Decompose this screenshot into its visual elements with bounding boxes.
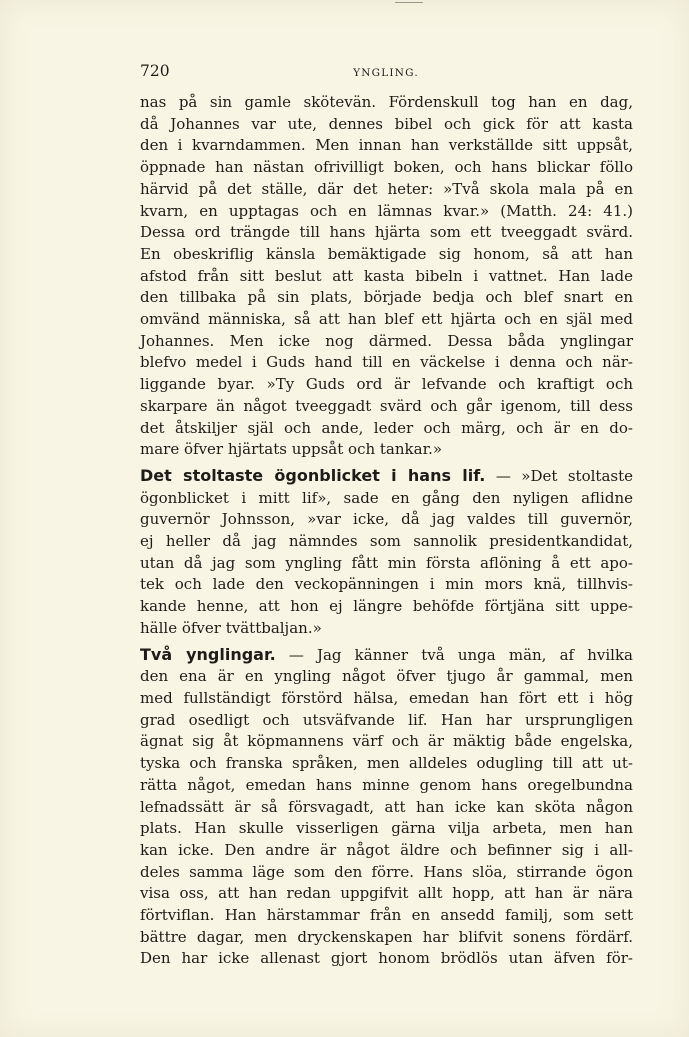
- text-line: grad osedligt och utsväfvande lif. Han har ursprungligen: [140, 710, 633, 729]
- text-line: det åtskiljer själ och ande, leder och märg, och är en do-: [140, 418, 633, 437]
- text-line: Den har icke allenast gjort honom brödlös utan äfven för-: [140, 949, 633, 968]
- text-line: med fullständigt förstörd hälsa, emedan han fört ett i hög: [140, 688, 633, 707]
- section-first-line: [140, 644, 633, 667]
- text-line: afstod från sitt beslut att kasta bibeln i vattnet. Han lade: [140, 266, 633, 285]
- text-line: lefnadssätt är så försvagadt, att han icke kan sköta någon: [140, 797, 633, 816]
- text-line: ögonblicket i mitt lif», sade en gång den nyligen aflidne: [140, 488, 633, 507]
- text-line: den ena är en yngling något öfver tjugo år gammal, men: [140, 667, 633, 686]
- text-line: då Johannes var ute, dennes bibel och gick för att kasta: [140, 114, 633, 133]
- text-line: hälle öfver tvättbaljan.»: [140, 618, 322, 637]
- text-line: liggande byar. »Ty Guds ord är lefvande och kraftigt och: [140, 375, 633, 394]
- text-line: förtviflan. Han härstammar från en ansedd familj, som sett: [140, 906, 633, 925]
- text-line: den tillbaka på sin plats, började bedja och blef snart en: [140, 288, 633, 307]
- section-first-line-text: — »Det stoltaste: [485, 466, 633, 485]
- text-line: Johannes. Men icke nog därmed. Dessa båda ynglingar: [140, 331, 633, 350]
- section-heading: Två ynglingar.: [140, 644, 276, 664]
- text-line: kvarn, en upptagas och en lämnas kvar.» (Matth. 24: 41.): [140, 201, 633, 220]
- text-line: den i kvarndammen. Men innan han verkställde sitt uppsåt,: [140, 136, 633, 155]
- text-line: guvernör Johnsson, »var icke, då jag valdes till guvernör,: [140, 510, 633, 529]
- text-line: utan då jag som yngling fått min första aflöning å ett apo-: [140, 553, 633, 572]
- page-header: [140, 62, 632, 84]
- text-line: omvänd människa, så att han blef ett hjärta och en själ med: [140, 310, 633, 329]
- text-line: tyska och franska språken, men alldeles odugling till att ut-: [140, 754, 633, 773]
- text-line: nas på sin gamle skötevän. Fördenskull tog han en dag,: [140, 93, 633, 111]
- text-line: mare öfver hjärtats uppsåt och tankar.»: [140, 440, 443, 459]
- text-line: kande henne, att hon ej längre behöfde förtjäna sitt uppe-: [140, 597, 633, 616]
- body-text: [140, 92, 633, 970]
- text-line: plats. Han skulle visserligen gärna vilja arbeta, men han: [140, 819, 633, 838]
- section-first-line-text: — Jag känner två unga män, af hvilka: [275, 645, 633, 664]
- text-line: visa oss, att han redan uppgifvit allt hopp, att han är nära: [140, 884, 633, 903]
- text-line: Dessa ord trängde till hans hjärta som ett tveeggadt svärd.: [140, 223, 633, 242]
- text-line: bättre dagar, men dryckenskapen har blifvit sonens fördärf.: [140, 927, 633, 946]
- page-number: 720: [140, 62, 170, 80]
- text-line: ej heller då jag nämndes som sannolik presidentkandidat,: [140, 532, 633, 551]
- text-line: härvid på det ställe, där det heter: »Två skola mala på en: [140, 179, 633, 198]
- text-line: rätta något, emedan hans minne genom hans oregelbundna: [140, 775, 633, 794]
- running-title: YNGLING.: [353, 67, 419, 79]
- text-line: kan icke. Den andre är något äldre och befinner sig i all-: [140, 840, 633, 859]
- text-line: öppnade han nästan ofrivilligt boken, och hans blickar föllo: [140, 158, 633, 177]
- section-heading: Det stoltaste ögonblicket i hans lif.: [140, 465, 486, 485]
- text-line: skarpare än något tveeggadt svärd och går igenom, till dess: [140, 396, 633, 415]
- page-edge-mark: [395, 2, 423, 3]
- section-first-line: [140, 465, 633, 488]
- text-line: deles samma läge som den förre. Hans slöa, stirrande ögon: [140, 862, 633, 881]
- text-line: tek och lade den veckopänningen i min mors knä, tillhvis-: [140, 575, 633, 594]
- text-line: En obeskriflig känsla bemäktigade sig honom, så att han: [140, 244, 633, 263]
- text-line: blefvo medel i Guds hand till en väckelse i denna och när-: [140, 353, 633, 372]
- text-line: ägnat sig åt köpmannens värf och är mäktig både engelska,: [140, 732, 633, 751]
